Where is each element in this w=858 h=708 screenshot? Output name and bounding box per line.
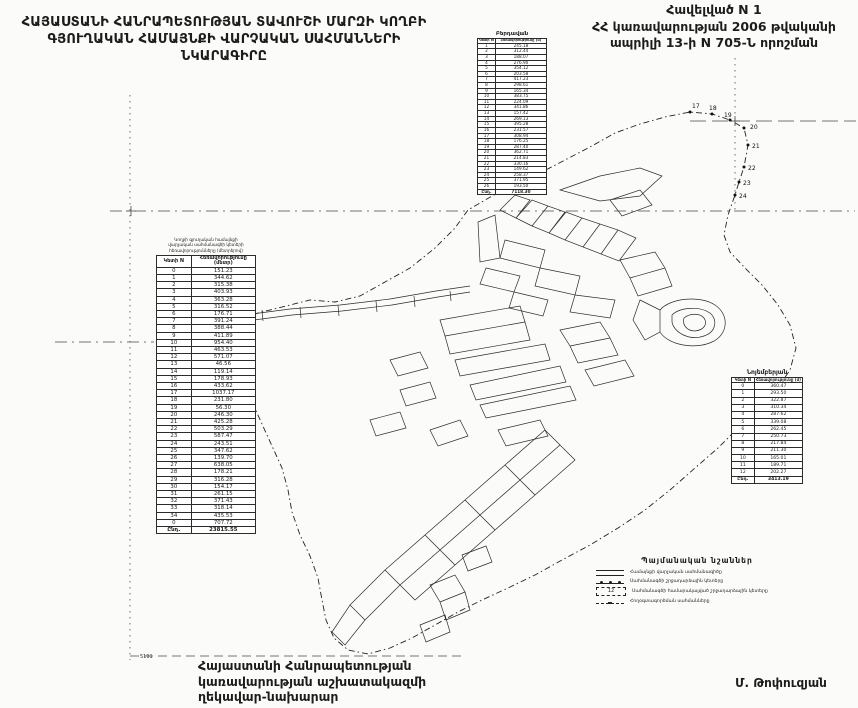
grid-coordinate-label: 5191 [140, 654, 153, 660]
point-label: 20 [750, 124, 758, 131]
column-header-distance: Հեռավորությունը (մետր) [191, 255, 255, 267]
table-cell: 24 [157, 440, 192, 447]
column-header-point: Կետի N [479, 38, 494, 42]
table-cell: 383.75 [495, 94, 546, 100]
table-cell: 30 [157, 483, 192, 490]
table-cell: 178.93 [191, 375, 255, 382]
table-cell: 258.37 [495, 172, 546, 178]
table-cell: 8 [478, 83, 496, 89]
table-cell: 32 [157, 498, 192, 505]
table-cell: 503.29 [191, 426, 255, 433]
point-label: 24 [739, 193, 747, 200]
table-cell: 12 [732, 469, 755, 476]
table-cell: 214.83 [495, 155, 546, 161]
legend-item-label: Հողօգտագործման սահմանները [630, 599, 710, 605]
table-cell: 4 [732, 411, 755, 418]
table-cell: 6 [478, 71, 496, 77]
east-table-title: Նոյեմբերյան [746, 369, 788, 376]
table-cell: 298.61 [495, 83, 546, 89]
table-row [157, 282, 256, 289]
column-header-distance: Հեռավորությունը (մ) [495, 39, 546, 44]
signatory-line2: կառավարության աշխատակազմի [198, 673, 427, 689]
table-row [157, 469, 256, 476]
table-cell: 178.21 [191, 469, 255, 476]
table-header-row [157, 255, 256, 267]
table-cell: 29 [157, 476, 192, 483]
table-cell: 339.08 [754, 419, 802, 426]
table-cell: 21 [157, 419, 192, 426]
table-cell: 2 [478, 49, 496, 55]
table-cell: Ընդ. [732, 476, 755, 483]
west-caption-line2: վարչական սահմանագծի կետերի [168, 242, 244, 248]
point-label: 23 [743, 180, 751, 187]
table-row [157, 289, 256, 296]
table-row [732, 419, 803, 426]
west-border-table [156, 237, 256, 534]
table-cell: 27 [157, 462, 192, 469]
west-table-caption [156, 237, 256, 253]
table-cell: 211.30 [754, 447, 802, 454]
parcels-southwest-band [332, 430, 575, 645]
table-cell: 19 [157, 404, 192, 411]
table-cell: 189.71 [754, 462, 802, 469]
table-cell: 315.38 [191, 282, 255, 289]
table-cell: 4 [478, 60, 496, 66]
table-cell: 165.34 [495, 88, 546, 94]
table-header-row [732, 378, 803, 383]
table-cell: 388.44 [191, 325, 255, 332]
table-cell: 193.50 [495, 184, 546, 190]
table-row [157, 267, 256, 274]
table-cell: 231.80 [191, 397, 255, 404]
parcels-scattered [370, 352, 492, 642]
table-row [732, 433, 803, 440]
table-cell: 23 [157, 433, 192, 440]
table-cell: 26 [157, 455, 192, 462]
table-cell: 12 [157, 354, 192, 361]
table-cell: 23815.55 [191, 527, 255, 534]
west-caption-line1: Կողբի գյուղական համայնքի [174, 237, 238, 242]
canal-west-strip [237, 286, 470, 322]
table-cell: 119.14 [191, 368, 255, 375]
table-cell: 217.84 [754, 440, 802, 447]
table-cell: 2 [732, 397, 755, 404]
table-cell: 18 [478, 139, 496, 145]
table-cell: 24 [478, 172, 496, 178]
table-cell: 56.30 [191, 404, 255, 411]
table-cell: 3 [478, 54, 496, 60]
table-cell: 3 [157, 289, 192, 296]
table-cell: 262.45 [754, 426, 802, 433]
west-caption-line3: հեռավորությունները (մետրերով) [169, 247, 243, 253]
table-cell: 7118.30 [495, 189, 546, 195]
annex-line2: ՀՀ կառավարության 2006 թվականի [592, 18, 836, 34]
map-legend [596, 556, 798, 607]
table-row [732, 447, 803, 454]
table-cell: 638.05 [191, 462, 255, 469]
table-cell: 25 [478, 178, 496, 184]
table-cell: 243.51 [191, 440, 255, 447]
turn-point-line-icon [596, 583, 624, 584]
table-row [157, 390, 256, 397]
table-cell: 287.40 [495, 144, 546, 150]
table-cell: 20 [478, 150, 496, 156]
table-row [157, 447, 256, 454]
legend-item-turn-points [596, 579, 798, 584]
numbered-point-icon: 12 [596, 587, 626, 596]
table-row [157, 318, 256, 325]
table-cell: 151.23 [191, 267, 255, 274]
signatory-line3: ղեկավար-նախարար [198, 689, 339, 705]
table-cell: 2 [157, 282, 192, 289]
table-cell: 13 [478, 111, 496, 117]
document-title-line1: ՀԱՅԱՍՏԱՆԻ ՀԱՆՐԱՊԵՏՈՒԹՅԱՆ ՏԱՎՈՒՇԻ ՄԱՐԶԻ ԿՈՂԲԻ [21, 15, 427, 30]
table-cell: 21 [478, 155, 496, 161]
boundary-point-markers [689, 111, 750, 197]
table-cell: 1 [157, 274, 192, 281]
table-cell: 261.15 [191, 491, 255, 498]
table-cell: 22 [478, 161, 496, 167]
table-row [732, 397, 803, 404]
table-cell: 14 [478, 116, 496, 122]
table-cell: 8 [732, 440, 755, 447]
table-cell: 17 [157, 390, 192, 397]
legend-item-label: Համայնքի վարչական սահմանագիծը [630, 570, 722, 576]
table-cell: 10 [478, 94, 496, 100]
table-cell: 20 [157, 411, 192, 418]
boundary-point-labels [692, 103, 760, 200]
table-cell: 5 [157, 303, 192, 310]
table-cell: 6 [732, 426, 755, 433]
table-row [157, 383, 256, 390]
table-cell: 11 [732, 462, 755, 469]
table-cell: 269.13 [495, 116, 546, 122]
table-cell: 362.71 [495, 150, 546, 156]
table-cell: 10 [157, 339, 192, 346]
table-cell: 46.56 [191, 361, 255, 368]
table-row [732, 476, 803, 483]
table-row [732, 469, 803, 476]
table-row [157, 462, 256, 469]
legend-item-label: Սահմանագծի համարակալված շրջադարձային կետերը [632, 589, 768, 595]
table-cell: 3 [732, 404, 755, 411]
table-cell: 33 [157, 505, 192, 512]
table-cell: 435.53 [191, 512, 255, 519]
table-cell: 293.50 [754, 390, 802, 397]
table-cell: 9 [157, 332, 192, 339]
column-header-distance: Հեռավորությունը (մ) [755, 377, 802, 382]
table-row [157, 375, 256, 382]
table-cell: 18 [157, 397, 192, 404]
table-cell: 17 [478, 133, 496, 139]
table-cell: 391.24 [191, 318, 255, 325]
table-cell: 224.09 [495, 99, 546, 105]
table-cell: 1037.17 [191, 390, 255, 397]
table-cell: 395.28 [495, 122, 546, 128]
table-cell: 4 [157, 296, 192, 303]
table-cell: 154.17 [191, 483, 255, 490]
signature-name: Մ. Թոփուզյան [735, 676, 827, 690]
table-row [157, 339, 256, 346]
table-cell: 316.52 [191, 303, 255, 310]
table-cell: 310.34 [754, 404, 802, 411]
point-label: 18 [709, 105, 717, 112]
point-label: 17 [692, 103, 700, 110]
table-cell: 15 [157, 375, 192, 382]
table-cell: 1 [732, 390, 755, 397]
table-row [157, 491, 256, 498]
table-cell: 5 [732, 419, 755, 426]
table-cell: 31 [157, 491, 192, 498]
table-cell: 19 [478, 144, 496, 150]
table-cell: 231.57 [495, 127, 546, 133]
table-cell: 330.16 [495, 161, 546, 167]
table-cell: 1 [478, 43, 496, 49]
north-table-title: Բերդավան [495, 31, 529, 37]
table-cell: 22 [157, 426, 192, 433]
table-cell: 165.01 [754, 455, 802, 462]
legend-item-numbered-points [596, 587, 798, 596]
table-cell: 9 [732, 447, 755, 454]
table-cell: 0 [732, 383, 755, 390]
point-label: 22 [748, 165, 756, 172]
table-cell: 202.27 [754, 469, 802, 476]
table-cell: 176.71 [191, 310, 255, 317]
legend-item-label: Սահմանագծի շրջադարձային կետերը [630, 579, 724, 584]
table-row [157, 354, 256, 361]
table-cell: 587.47 [191, 433, 255, 440]
table-cell: 26 [478, 184, 496, 190]
table-cell: 276.90 [495, 60, 546, 66]
document-title-line2: ԳՅՈՒՂԱԿԱՆ ՀԱՄԱՅՆՔԻ ՎԱՐՉԱԿԱՆ ՍԱՀՄԱՆՆԵՐԻ ՆԿԱՐԱԳԻՐԸ [47, 31, 401, 64]
table-row [157, 332, 256, 339]
table-row [157, 519, 256, 526]
table-cell: 11 [157, 346, 192, 353]
table-row [157, 368, 256, 375]
table-cell: 7 [732, 433, 755, 440]
table-cell: 5 [478, 66, 496, 72]
table-row [732, 411, 803, 418]
table-row [157, 325, 256, 332]
table-row [732, 390, 803, 397]
annex-line3: ապրիլի 13-ի N 705-Ն որոշման [609, 35, 819, 50]
table-row [157, 440, 256, 447]
legend-item-boundary [596, 570, 798, 576]
table-row [157, 433, 256, 440]
table-row [157, 411, 256, 418]
table-row [157, 361, 256, 368]
table-cell: 176.25 [495, 139, 546, 145]
table-cell: 12 [478, 105, 496, 111]
table-cell: 6 [157, 310, 192, 317]
table-row [732, 383, 803, 390]
table-cell: 316.28 [191, 476, 255, 483]
table-cell: 139.70 [191, 455, 255, 462]
table-row [732, 440, 803, 447]
table-cell: 287.62 [754, 411, 802, 418]
table-cell: 0 [157, 267, 192, 274]
table-row [157, 527, 256, 534]
table-cell: 8 [157, 325, 192, 332]
table-cell: 7 [157, 318, 192, 325]
table-cell: 371.43 [191, 498, 255, 505]
table-cell: 425.28 [191, 419, 255, 426]
table-cell: 16 [157, 383, 192, 390]
table-cell: 347.62 [191, 447, 255, 454]
signatory-line1: Հայաստանի Հանրապետության [198, 658, 412, 673]
table-cell: 246.30 [191, 411, 255, 418]
table-cell: 34 [157, 512, 192, 519]
table-row [157, 310, 256, 317]
table-row [157, 476, 256, 483]
table-cell: 250.73 [754, 433, 802, 440]
east-border-table [731, 369, 803, 484]
table-cell: 463.53 [191, 346, 255, 353]
table-row [157, 296, 256, 303]
table-cell: 23 [478, 167, 496, 173]
column-header-point: Կետի N [732, 378, 755, 383]
table-cell: 245.18 [495, 43, 546, 49]
parcels-east-ear [633, 299, 725, 346]
table-cell: 360.47 [754, 383, 802, 390]
table-cell: 3413.19 [754, 476, 802, 483]
table-cell: 188.07 [495, 54, 546, 60]
table-cell: 322.87 [754, 397, 802, 404]
table-cell: 411.89 [191, 332, 255, 339]
table-row [732, 455, 803, 462]
table-cell: 318.14 [191, 505, 255, 512]
table-row [157, 303, 256, 310]
table-row [478, 189, 547, 195]
table-cell: Ընդ. [478, 189, 496, 195]
table-row [157, 483, 256, 490]
landuse-line-icon [596, 603, 624, 604]
table-cell: 954.40 [191, 339, 255, 346]
table-cell: 707.72 [191, 519, 255, 526]
table-cell: 15 [478, 122, 496, 128]
table-cell: 10 [732, 455, 755, 462]
table-cell: 403.93 [191, 289, 255, 296]
table-cell: 0 [157, 519, 192, 526]
table-row [157, 419, 256, 426]
table-row [157, 404, 256, 411]
boundary-line-icon [596, 570, 624, 576]
table-cell: 9 [478, 88, 496, 94]
table-cell: 371.95 [495, 178, 546, 184]
table-row [157, 505, 256, 512]
point-label: 21 [752, 143, 760, 150]
table-row [157, 397, 256, 404]
table-cell: 344.62 [191, 274, 255, 281]
table-cell: 149.62 [495, 167, 546, 173]
column-header-point: Կետի N [157, 255, 192, 267]
table-cell: 308.94 [495, 133, 546, 139]
table-row [157, 455, 256, 462]
legend-item-landuse [596, 599, 798, 604]
table-row [732, 404, 803, 411]
table-cell: 433.62 [191, 383, 255, 390]
table-row [157, 498, 256, 505]
table-cell: 7 [478, 77, 496, 83]
table-row [732, 426, 803, 433]
table-cell: Ընդ. [157, 527, 192, 534]
table-cell: 11 [478, 99, 496, 105]
table-row [157, 426, 256, 433]
table-cell: 28 [157, 469, 192, 476]
table-cell: 157.42 [495, 111, 546, 117]
table-cell: 13 [157, 361, 192, 368]
table-cell: 363.28 [191, 296, 255, 303]
table-row [157, 346, 256, 353]
table-cell: 354.12 [495, 66, 546, 72]
table-cell: 571.07 [191, 354, 255, 361]
point-label: 19 [724, 112, 732, 119]
table-row [157, 274, 256, 281]
table-cell: 417.23 [495, 77, 546, 83]
annex-line1: Հավելված N 1 [666, 2, 762, 17]
table-cell: 16 [478, 127, 496, 133]
legend-title: Պայմանական նշաններ [641, 556, 753, 565]
table-cell: 203.58 [495, 71, 546, 77]
table-row [157, 512, 256, 519]
north-border-table [477, 31, 547, 195]
table-cell: 25 [157, 447, 192, 454]
table-row [732, 462, 803, 469]
parcels-central-band [440, 306, 634, 446]
table-cell: 14 [157, 368, 192, 375]
table-cell: 312.44 [495, 49, 546, 55]
table-cell: 341.86 [495, 105, 546, 111]
